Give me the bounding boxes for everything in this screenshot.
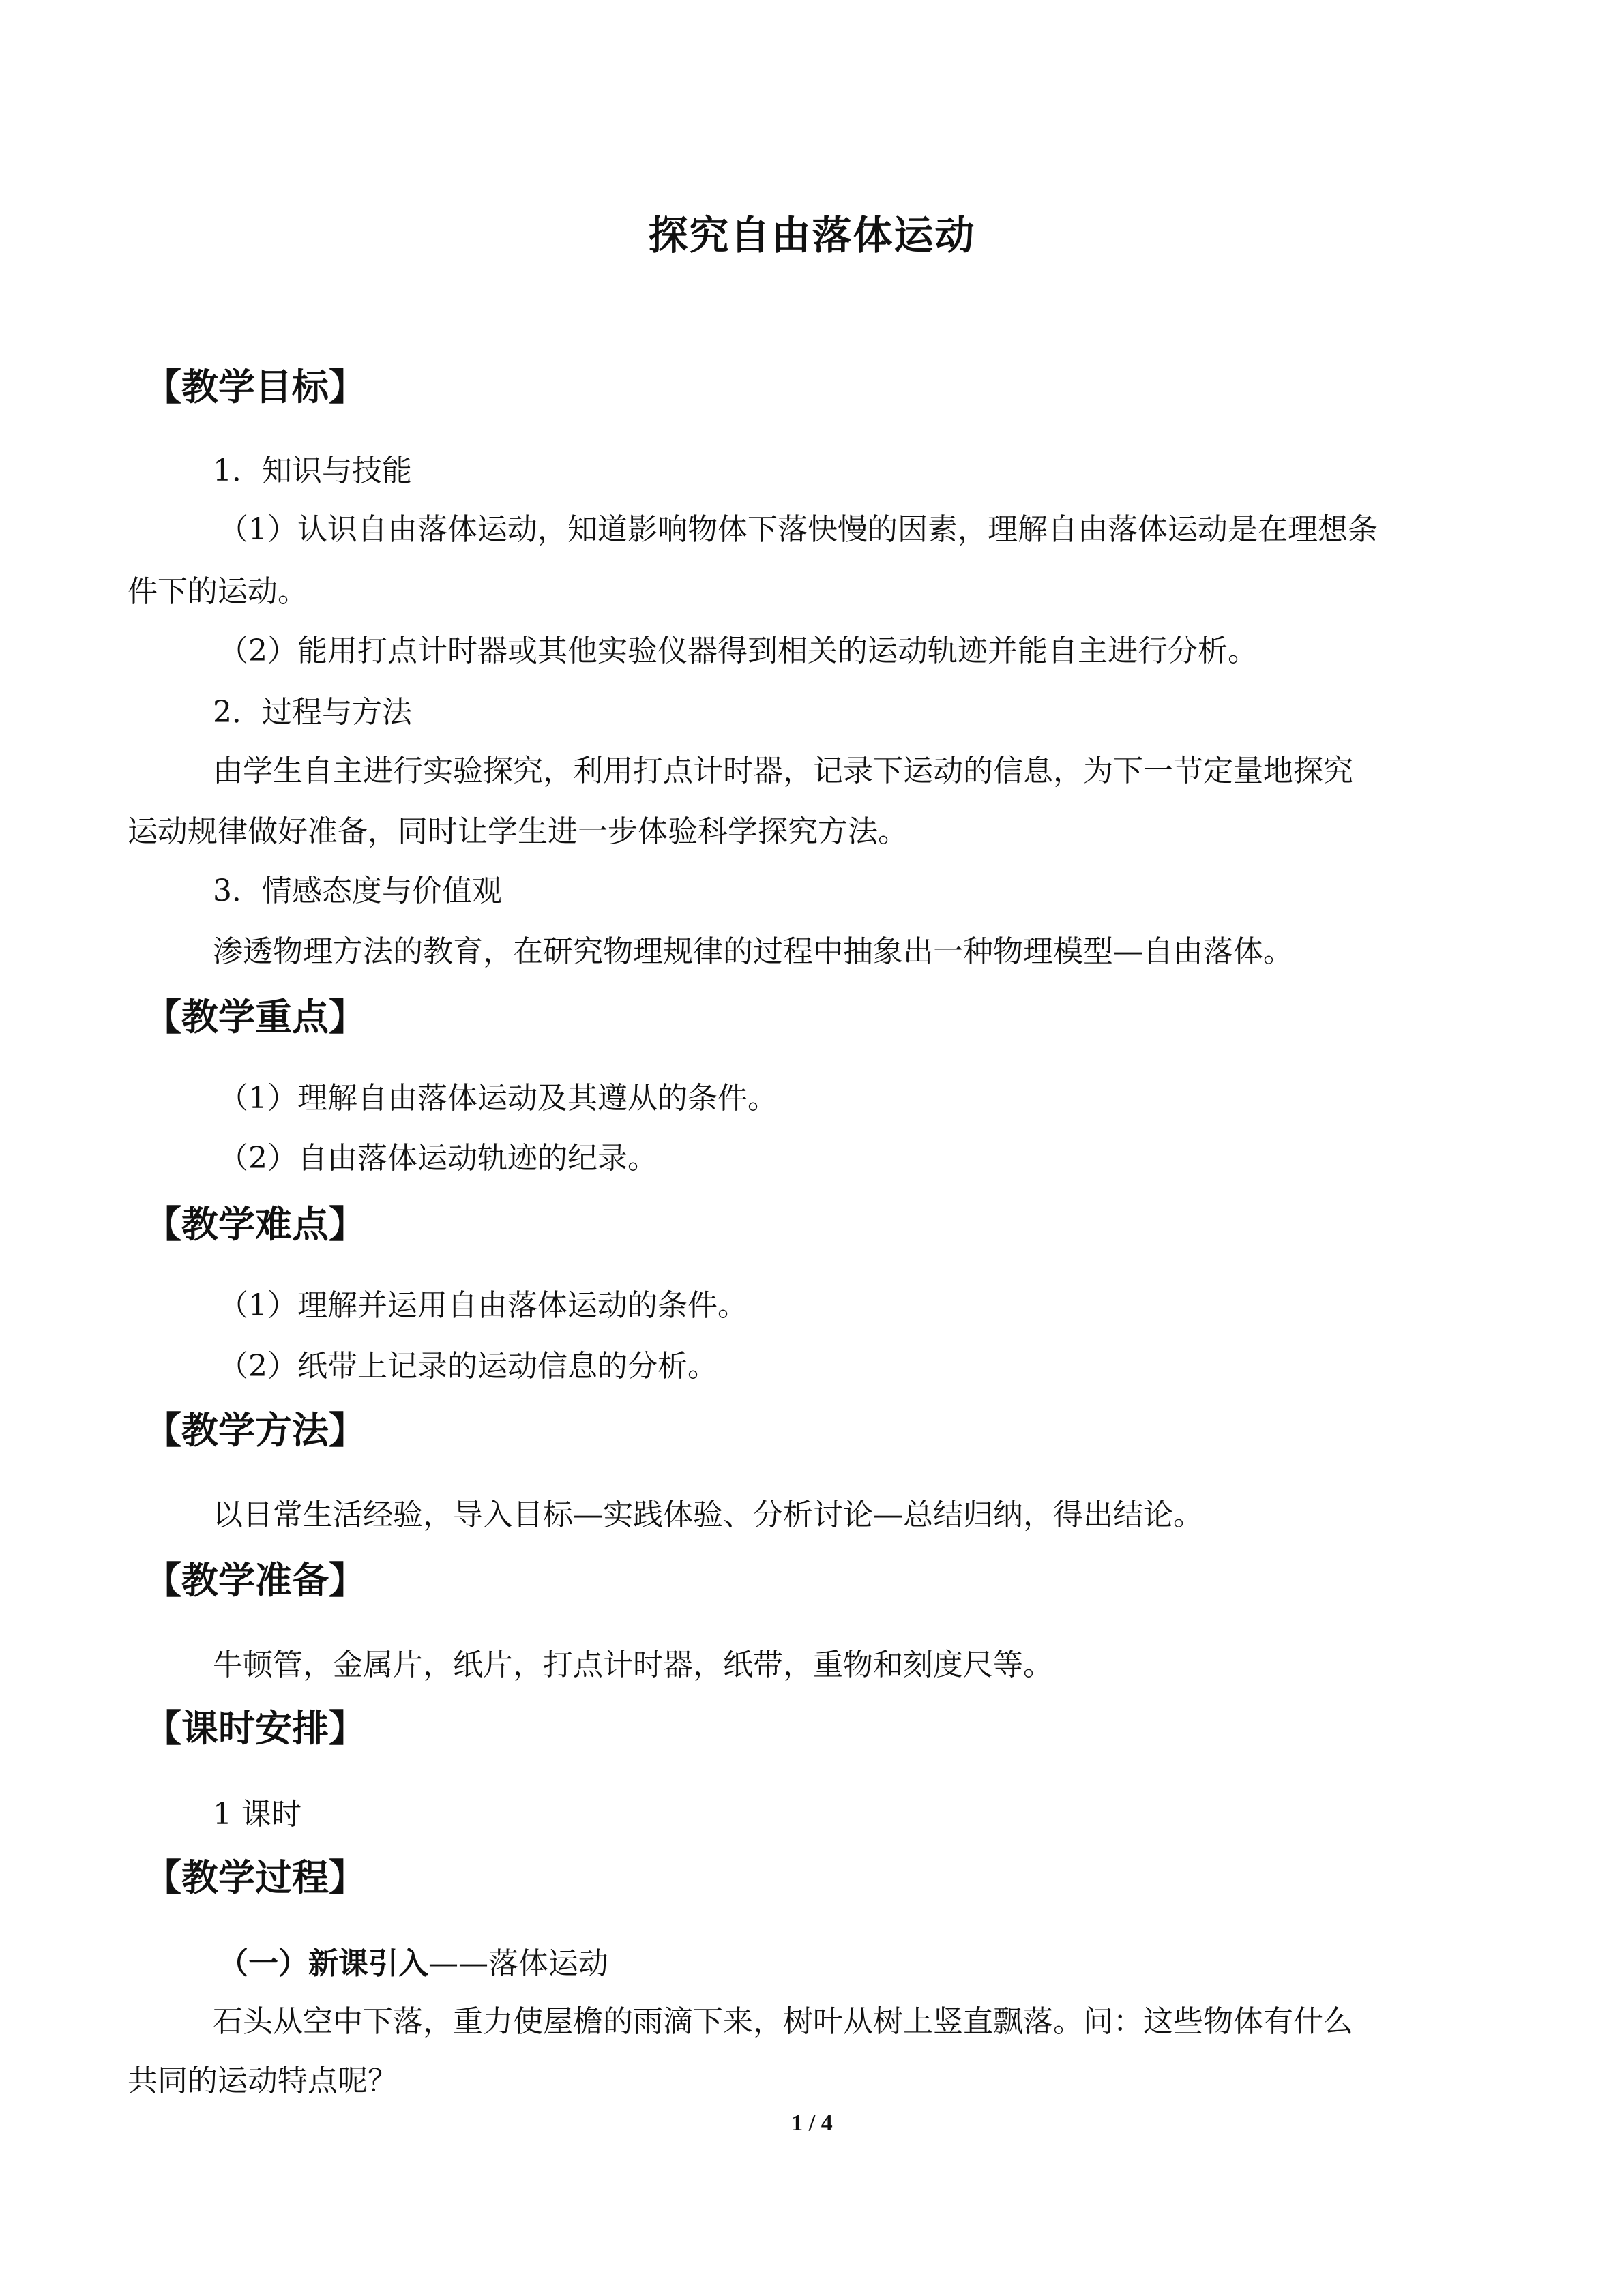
page-number: 1 / 4: [791, 2111, 833, 2136]
process-section1-title: [218, 1942, 608, 1986]
preparation-text: 牛顿管，金属片，纸片，打点计时器，纸带，重物和刻度尺等。: [213, 1648, 1053, 1682]
objectives-item1-label: 1．知识与技能: [213, 453, 412, 488]
methods-heading: 【教学方法】: [145, 1409, 366, 1452]
process-heading: 【教学过程】: [145, 1856, 366, 1899]
key-points-item2: （2）自由落体运动轨迹的纪录。: [218, 1141, 658, 1176]
methods-text: 以日常生活经验，导入目标—实践体验、分析讨论—总结归纳，得出结论。: [213, 1497, 1203, 1532]
objectives-item1-p1-line2: 件下的运动。: [128, 574, 308, 609]
objectives-item3-text: 渗透物理方法的教育，在研究物理规律的过程中抽象出一种物理模型—自由落体。: [213, 934, 1293, 969]
process-intro-line1: 石头从空中下落，重力使屋檐的雨滴下来，树叶从树上竖直飘落。问：这些物体有什么: [213, 2004, 1353, 2039]
difficulties-item1: （1）理解并运用自由落体运动的条件。: [218, 1288, 748, 1323]
process-intro-line2: 共同的运动特点呢？: [128, 2063, 398, 2098]
preparation-heading: 【教学准备】: [145, 1559, 366, 1602]
objectives-item3-label: 3．情感态度与价值观: [213, 874, 502, 908]
objectives-item2-line1: 由学生自主进行实验探究，利用打点计时器，记录下运动的信息，为下一节定量地探究: [213, 754, 1353, 788]
key-points-heading: 【教学重点】: [145, 996, 366, 1039]
objectives-item1-p2: （2）能用打点计时器或其他实验仪器得到相关的运动轨迹并能自主进行分析。: [218, 633, 1258, 668]
objectives-item1-p1-line1: （1）认识自由落体运动，知道影响物体下落快慢的因素，理解自由落体运动是在理想条: [218, 512, 1378, 547]
process-section1-rest: ——落体运动: [428, 1946, 608, 1981]
process-section1-bold: （一）新课引入: [218, 1946, 428, 1981]
objectives-item2-label: 2．过程与方法: [213, 695, 412, 730]
objectives-heading: 【教学目标】: [145, 366, 366, 408]
key-points-item1: （1）理解自由落体运动及其遵从的条件。: [218, 1081, 778, 1116]
schedule-heading: 【课时安排】: [145, 1707, 366, 1750]
page-title: 探究自由落体运动: [648, 212, 976, 258]
difficulties-item2: （2）纸带上记录的运动信息的分析。: [218, 1349, 718, 1384]
objectives-item2-line2: 运动规律做好准备，同时让学生进一步体验科学探究方法。: [128, 814, 908, 849]
schedule-text: 1 课时: [213, 1797, 301, 1832]
difficulties-heading: 【教学难点】: [145, 1203, 366, 1246]
